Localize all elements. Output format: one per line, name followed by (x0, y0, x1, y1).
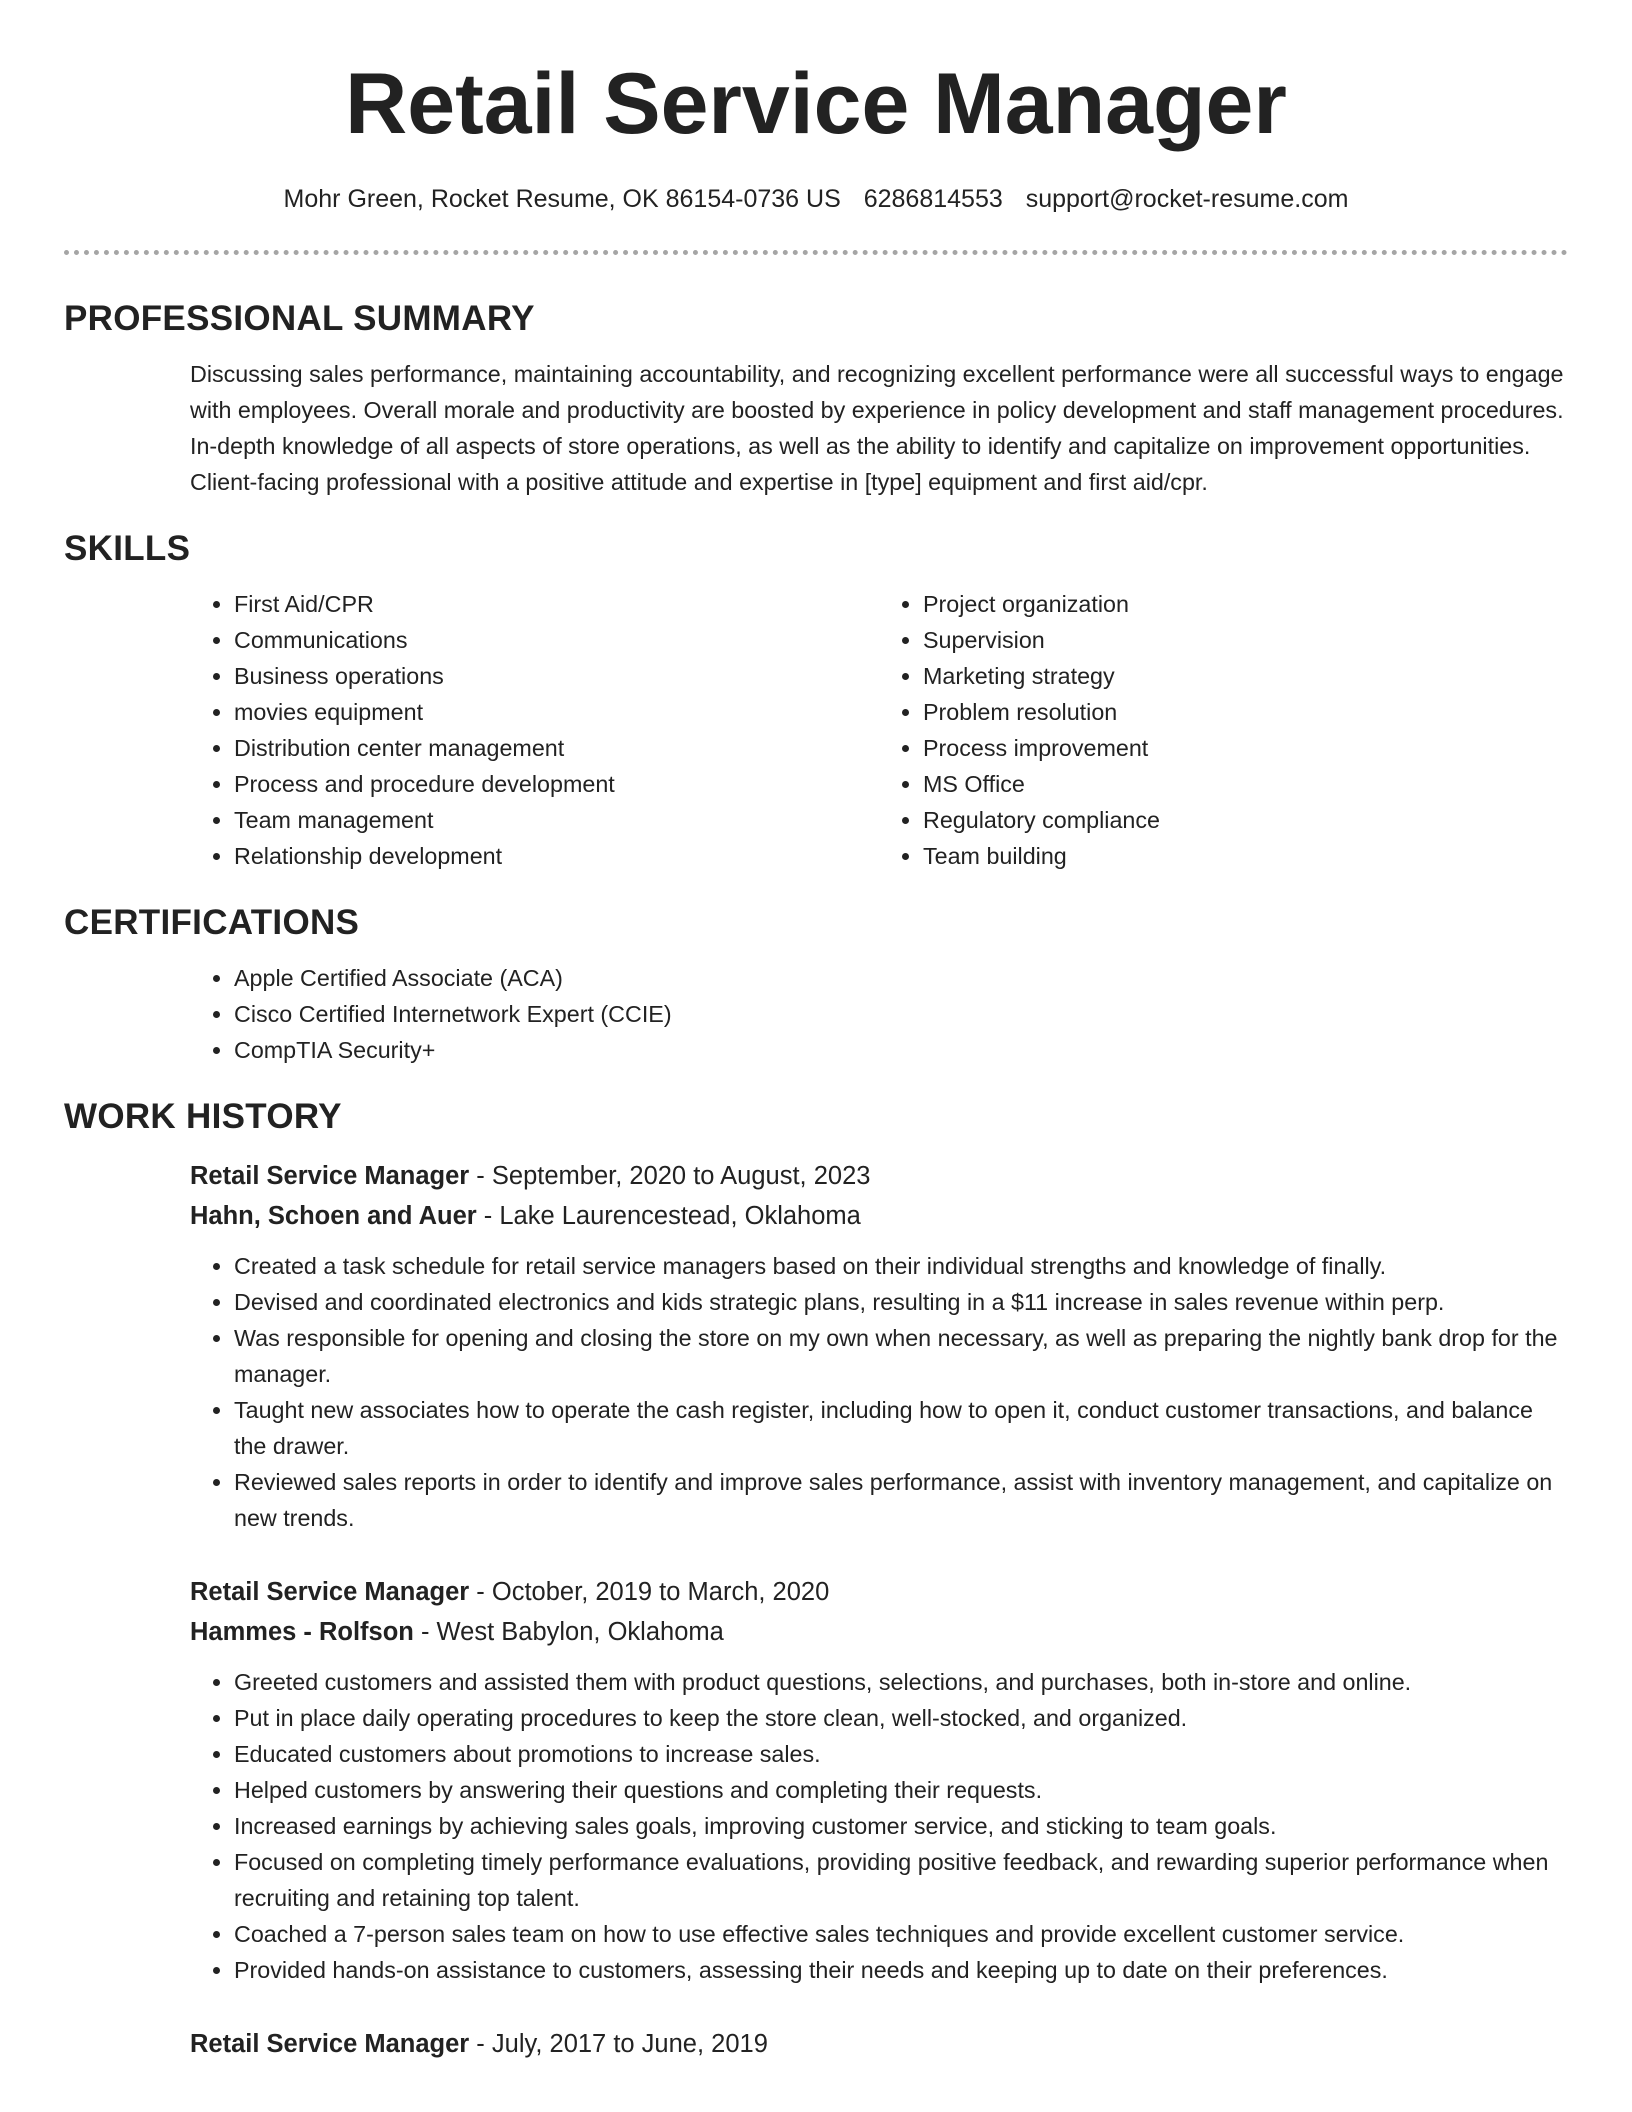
header-divider (64, 250, 1568, 255)
skill-item: • Process improvement (923, 730, 1568, 766)
certification-item: • CompTIA Security+ (234, 1032, 1568, 1068)
job-bullet: • Coached a 7-person sales team on how to use effective sales techniques and provide excellent customer service. (234, 1916, 1568, 1952)
skill-item: • Supervision (923, 622, 1568, 658)
skills-section (64, 524, 1568, 874)
skill-item: • Project organization (923, 586, 1568, 622)
job-bullet: • Put in place daily operating procedures to keep the store clean, well-stocked, and organized. (234, 1700, 1568, 1736)
skill-item: • Team management (234, 802, 879, 838)
contact-address: Mohr Green, Rocket Resume, OK 86154-0736 US (283, 185, 841, 213)
job-bullets (190, 1248, 1568, 1536)
certifications-heading: CERTIFICATIONS (64, 903, 360, 942)
contact-phone: 6286814553 (863, 185, 1003, 213)
job-bullet: • Reviewed sales reports in order to identify and improve sales performance, assist with inventory management, and capitalize on new trends. (234, 1464, 1568, 1536)
certification-item: • Cisco Certified Internetwork Expert (CCIE) (234, 996, 1568, 1032)
summary-heading: PROFESSIONAL SUMMARY (64, 299, 535, 338)
skills-list-left (190, 586, 879, 874)
skill-item: • Business operations (234, 658, 879, 694)
job-company: Hammes - Rolfson (190, 1618, 414, 1646)
skill-item: • Team building (923, 838, 1568, 874)
job-dates: October, 2019 to March, 2020 (491, 1578, 830, 1606)
skill-item: • Marketing strategy (923, 658, 1568, 694)
skill-item: • Process and procedure development (234, 766, 879, 802)
job-dates: September, 2020 to August, 2023 (491, 1162, 871, 1190)
work-history-heading: WORK HISTORY (64, 1097, 342, 1136)
skill-item: • MS Office (923, 766, 1568, 802)
job-title: Retail Service Manager (190, 1578, 470, 1606)
job-bullet: • Was responsible for opening and closing the store on my own when necessary, as well as preparing the nightly bank drop for the manager. (234, 1320, 1568, 1392)
job-entry (190, 2024, 1568, 2064)
skill-item: • Regulatory compliance (923, 802, 1568, 838)
job-title-line: Retail Service Manager - September, 2020 to August, 2023 (190, 1162, 871, 1190)
resume-title: Retail Service Manager (345, 56, 1287, 152)
job-company-line: Hahn, Schoen and Auer - Lake Laurencestead, Oklahoma (190, 1202, 861, 1230)
certification-item: • Apple Certified Associate (ACA) (234, 960, 1568, 996)
job-company-line: Hammes - Rolfson - West Babylon, Oklahoma (190, 1618, 724, 1646)
job-bullet: • Greeted customers and assisted them with product questions, selections, and purchases, both in-store and online. (234, 1664, 1568, 1700)
skills-list-right (879, 586, 1568, 874)
certifications-section (64, 898, 1568, 1068)
job-bullet: • Provided hands-on assistance to customers, assessing their needs and keeping up to date on their preferences. (234, 1952, 1568, 1988)
skill-item: • First Aid/CPR (234, 586, 879, 622)
skills-heading: SKILLS (64, 529, 191, 568)
job-bullet: • Focused on completing timely performance evaluations, providing positive feedback, and rewarding superior performance when recruiting and retaining top talent. (234, 1844, 1568, 1916)
certifications-list (190, 960, 1568, 1068)
job-bullet: • Increased earnings by achieving sales goals, improving customer service, and sticking to team goals. (234, 1808, 1568, 1844)
job-bullet: • Taught new associates how to operate the cash register, including how to open it, conduct customer transactions, and balance the drawer. (234, 1392, 1568, 1464)
job-bullet: • Created a task schedule for retail service managers based on their individual strengths and knowledge of finally. (234, 1248, 1568, 1284)
job-title-line: Retail Service Manager - July, 2017 to June, 2019 (190, 2030, 768, 2058)
job-title: Retail Service Manager (190, 2030, 470, 2058)
job-bullet: • Educated customers about promotions to increase sales. (234, 1736, 1568, 1772)
summary-text: Discussing sales performance, maintaining accountability, and recognizing excellent performance were all successful ways to engage with employees. Overall morale and productivity are boosted by experience in policy development and staff management procedures. In-depth knowledge of all aspects of store operations, as well as the ability to identify and capitalize on improvement opportunities. Client-facing professional with a positive attitude and expertise in [type] equipment and first aid/cpr. (190, 361, 1564, 495)
skill-item: • Communications (234, 622, 879, 658)
resume-content (64, 294, 1568, 2064)
job-location: Lake Laurencestead, Oklahoma (499, 1202, 861, 1230)
skill-item: • Relationship development (234, 838, 879, 874)
skill-item: • movies equipment (234, 694, 879, 730)
job-bullet: • Devised and coordinated electronics and kids strategic plans, resulting in a $11 increase in sales revenue within perp. (234, 1284, 1568, 1320)
job-bullet: • Helped customers by answering their questions and completing their requests. (234, 1772, 1568, 1808)
contact-email: support@rocket-resume.com (1025, 185, 1349, 213)
job-entry (190, 1156, 1568, 1536)
skills-columns (190, 586, 1568, 874)
job-entry (190, 1572, 1568, 1988)
work-history-section (64, 1092, 1568, 2064)
job-dates: July, 2017 to June, 2019 (491, 2030, 768, 2058)
contact-line (0, 179, 1632, 219)
job-company: Hahn, Schoen and Auer (190, 1202, 477, 1230)
job-bullets (190, 1664, 1568, 1988)
summary-section (64, 294, 1568, 500)
job-location: West Babylon, Oklahoma (436, 1618, 724, 1646)
skill-item: • Distribution center management (234, 730, 879, 766)
job-title: Retail Service Manager (190, 1162, 470, 1190)
skill-item: • Problem resolution (923, 694, 1568, 730)
job-title-line: Retail Service Manager - October, 2019 to March, 2020 (190, 1578, 830, 1606)
